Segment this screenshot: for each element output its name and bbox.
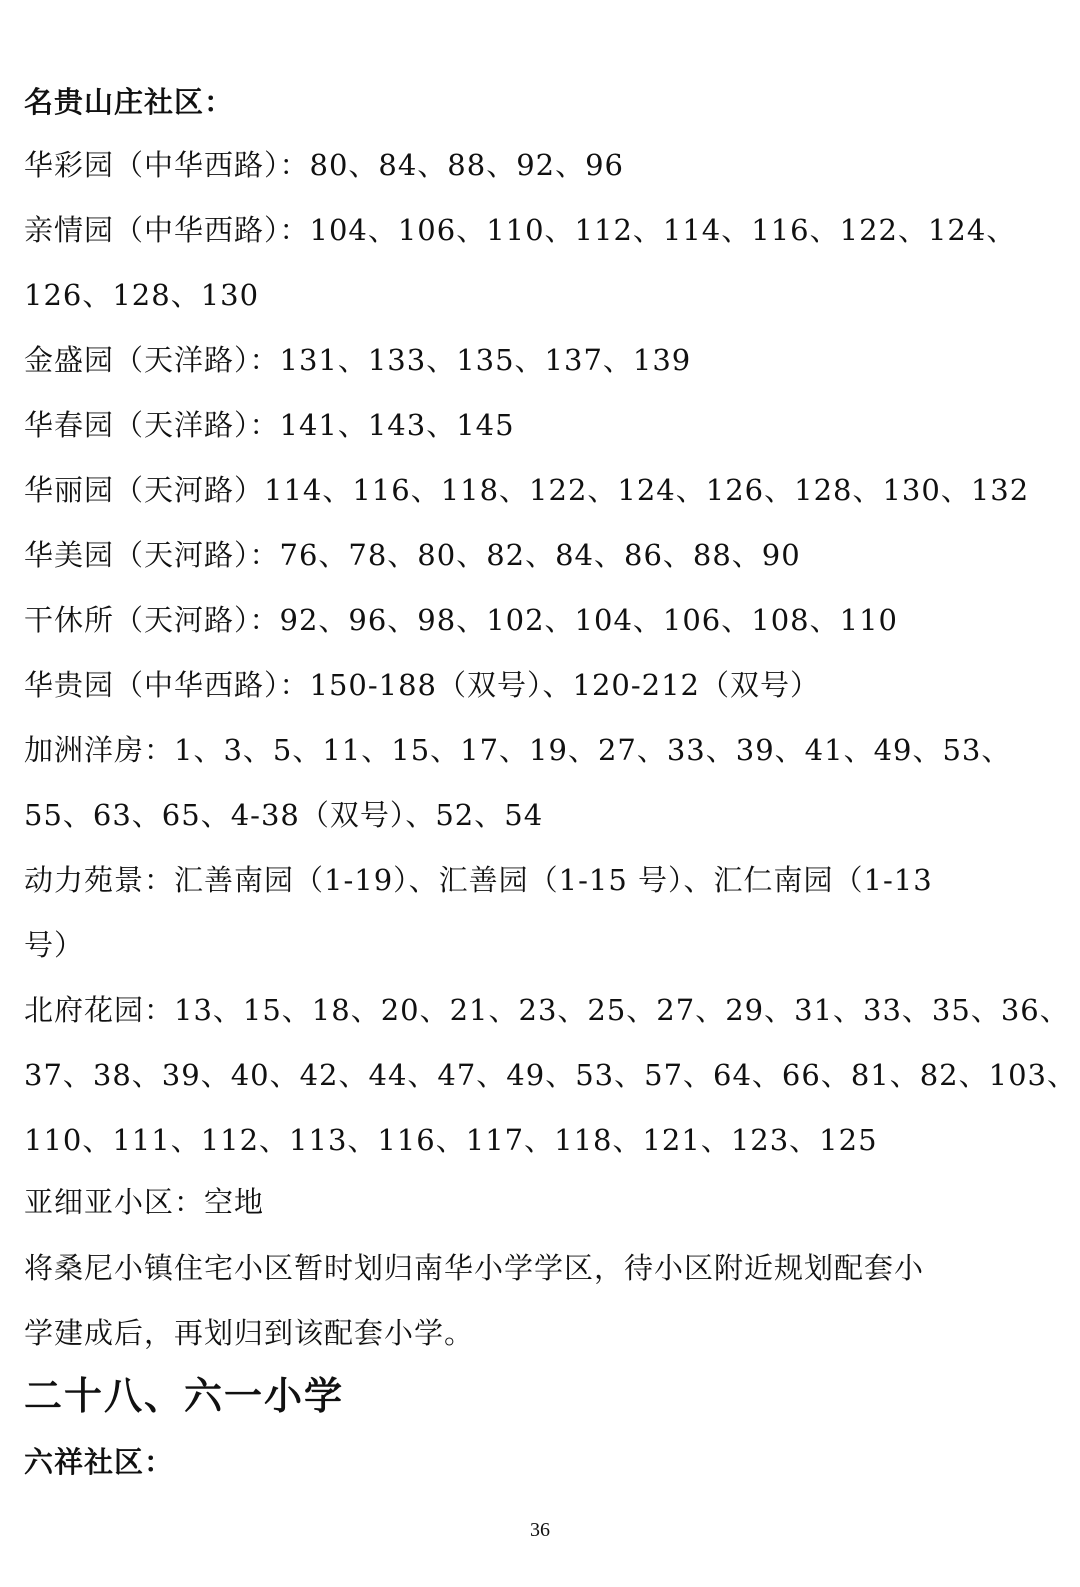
text-line: 北府花园：13、15、18、20、21、23、25、27、29、31、33、35、36、 — [24, 993, 1070, 1027]
text-line: 号） — [24, 928, 85, 962]
page-number: 36 — [530, 1519, 550, 1541]
text-line: 金盛园（天洋路）：131、133、135、137、139 — [24, 343, 692, 377]
text-line: 将桑尼小镇住宅小区暂时划归南华小学学区，待小区附近规划配套小 — [24, 1251, 925, 1285]
text-line: 110、111、112、113、116、117、118、121、123、125 — [24, 1123, 878, 1157]
text-line: 干休所（天河路）：92、96、98、102、104、106、108、110 — [24, 603, 898, 637]
section-title: 二十八、六一小学 — [24, 1374, 345, 1418]
text-line: 华彩园（中华西路）：80、84、88、92、96 — [24, 148, 625, 182]
text-line: 动力苑景：汇善南园（1-19）、汇善园（1-15 号）、汇仁南园（1-13 — [24, 863, 933, 897]
text-line: 华贵园（中华西路）：150-188（双号）、120-212（双号） — [24, 668, 821, 702]
text-line: 55、63、65、4-38（双号）、52、54 — [24, 798, 544, 832]
text-line: 加洲洋房：1、3、5、11、15、17、19、27、33、39、41、49、53、 — [24, 733, 1012, 767]
text-line: 学建成后，再划归到该配套小学。 — [24, 1316, 475, 1350]
text-line: 126、128、130 — [24, 278, 260, 312]
text-line: 华丽园（天河路）114、116、118、122、124、126、128、130、132 — [24, 473, 1030, 507]
text-line: 37、38、39、40、42、44、47、49、53、57、64、66、81、82、103、 — [24, 1058, 1077, 1092]
community-heading-mingui: 名贵山庄社区： — [24, 85, 235, 119]
text-line: 华春园（天洋路）：141、143、145 — [24, 408, 515, 442]
text-line: 华美园（天河路）：76、78、80、82、84、86、88、90 — [24, 538, 801, 572]
text-line: 亚细亚小区：空地 — [24, 1185, 265, 1219]
text-line: 亲情园（中华西路）：104、106、110、112、114、116、122、124、 — [24, 213, 1017, 247]
community-heading-liuxiang: 六祥社区： — [24, 1445, 175, 1479]
